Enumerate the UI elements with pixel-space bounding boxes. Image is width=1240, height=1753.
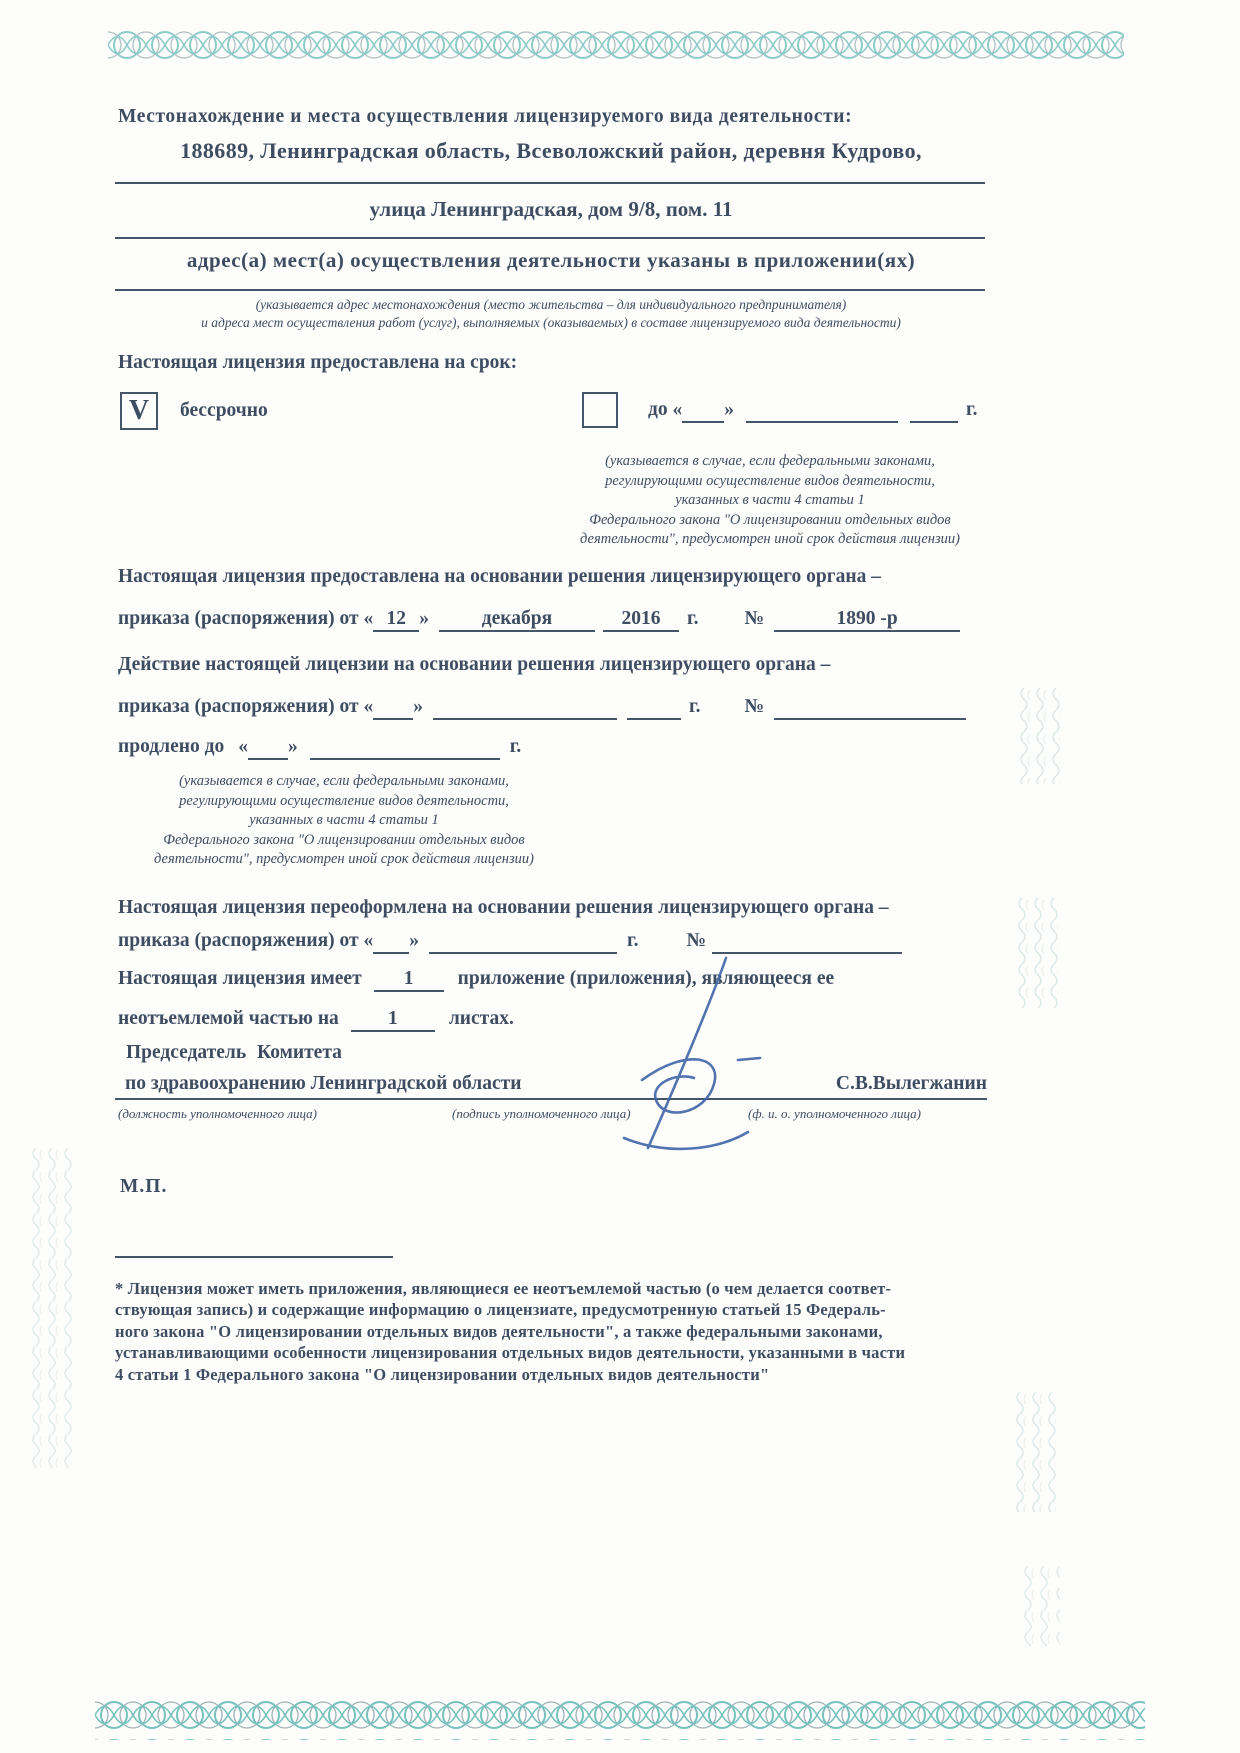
reissued-order-row	[118, 930, 902, 954]
action-note-line: деятельности", предусмотрен иной срок действия лицензии)	[154, 851, 534, 867]
action-year-blank	[627, 696, 681, 720]
reissued-heading: Настоящая лицензия переоформлена на основании решения лицензирующего органа –	[118, 897, 889, 918]
stamp-place-label: М.П.	[120, 1176, 168, 1197]
address-line-2: улица Ленинградская, дом 9/8, пом. 11	[369, 197, 733, 221]
footnote-block	[115, 1278, 1005, 1385]
footnote-line: ствующая запись) и содержащие информацию о лицензиате, предусмотренную статьей 15 Федераль-	[115, 1300, 886, 1320]
reissued-day-blank	[373, 930, 409, 954]
granted-order-label: приказа (распоряжения) от «	[118, 608, 374, 629]
term-note-line: деятельности", предусмотрен иной срок действия лицензии)	[580, 531, 960, 547]
until-month-blank	[746, 399, 898, 423]
until-close-quote: »	[724, 399, 734, 420]
action-note-block	[120, 772, 568, 870]
signer-position-line-1: Председатель Комитета	[126, 1042, 342, 1063]
reissued-close-quote: »	[409, 930, 419, 951]
until-checkbox	[582, 392, 618, 428]
caption-name: (ф. и. о. уполномоченного лица)	[748, 1106, 921, 1121]
prolonged-year-suffix: г.	[509, 736, 522, 757]
watermark-pattern	[1020, 1566, 1060, 1646]
granted-number-sign: №	[744, 608, 765, 629]
footnote-line: ного закона "О лицензировании отдельных видов деятельности", а также федеральными законами,	[115, 1321, 883, 1341]
action-month-blank	[433, 696, 617, 720]
watermark-pattern	[1016, 688, 1060, 784]
term-note-line: указанных в части 4 статьи 1	[675, 492, 865, 508]
granted-day-field: 12	[373, 608, 419, 632]
action-note-line: регулирующими осуществление видов деятельности,	[179, 792, 509, 809]
attachments-sheets-suffix: листах.	[448, 1008, 514, 1029]
action-close-quote: »	[413, 696, 423, 717]
granted-heading: Настоящая лицензия предоставлена на основании решения лицензирующего органа –	[118, 566, 881, 587]
attachments-count-field: 1	[374, 968, 444, 992]
action-year-suffix: г.	[688, 696, 701, 717]
perpetual-checkbox	[120, 392, 158, 430]
signature-line	[115, 1068, 987, 1100]
footnote-divider	[115, 1256, 393, 1258]
granted-order-row	[118, 608, 960, 632]
reissued-number-blank	[712, 930, 902, 954]
reissued-order-label: приказа (распоряжения) от «	[118, 930, 374, 951]
guilloche-bottom-border	[95, 1696, 1145, 1740]
reissued-date-blank	[429, 930, 617, 954]
location-heading: Местонахождение и места осуществления лицензируемого вида деятельности:	[118, 106, 853, 127]
attachments-sheets-field: 1	[351, 1008, 435, 1032]
prolonged-date-blank	[310, 736, 500, 760]
action-note-line: указанных в части 4 статьи 1	[249, 812, 439, 828]
prolonged-open-quote: «	[238, 736, 248, 757]
footnote-line: * Лицензия может иметь приложения, являющиеся ее неотъемлемой частью (о чем делается соответ-	[115, 1279, 892, 1298]
action-heading: Действие настоящей лицензии на основании решения лицензирующего органа –	[118, 654, 831, 675]
prolonged-close-quote: »	[287, 736, 298, 757]
signer-position-line-2: по здравоохранению Ленинградской области	[125, 1073, 522, 1094]
action-order-row	[118, 696, 966, 720]
signature-ink	[598, 952, 828, 1167]
granted-number-field: 1890 -р	[774, 608, 960, 632]
watermark-pattern	[28, 1148, 72, 1468]
watermark-pattern	[1012, 1392, 1056, 1512]
term-heading: Настоящая лицензия предоставлена на срок:	[118, 352, 518, 373]
granted-close-quote: »	[419, 608, 429, 629]
caption-signature: (подпись уполномоченного лица)	[452, 1106, 631, 1121]
footnote-line: 4 статьи 1 Федерального закона "О лицензировании отдельных видов деятельности"	[115, 1364, 770, 1384]
checkbox-v-mark: V	[128, 395, 150, 426]
address-line-1: 188689, Ленинградская область, Всеволожский район, деревня Кудрово,	[180, 138, 922, 163]
footnote-line: устанавливающими особенности лицензирования отдельных видов деятельности, указанными в части	[115, 1343, 906, 1363]
divider-line	[115, 237, 985, 239]
signer-name: С.В.Вылегжанин	[835, 1073, 987, 1094]
watermark-pattern	[1014, 898, 1058, 1008]
divider-line	[115, 289, 985, 291]
until-year-suffix: г.	[966, 399, 978, 420]
prolonged-day-blank	[248, 736, 288, 760]
action-order-label: приказа (распоряжения) от «	[118, 696, 374, 717]
perpetual-label: бессрочно	[180, 400, 268, 421]
action-number-blank	[774, 696, 966, 720]
until-year-blank	[910, 399, 958, 423]
prolonged-label: продлено до	[118, 736, 225, 757]
attachments-row-2	[118, 1008, 514, 1032]
attachments-has-label: Настоящая лицензия имеет	[118, 968, 362, 989]
divider-line	[115, 182, 985, 184]
action-day-blank	[373, 696, 413, 720]
term-note-line: (указывается в случае, если федеральными законами,	[605, 453, 935, 469]
address-line-3: адрес(а) мест(а) осуществления деятельности указаны в приложении(ях)	[186, 248, 916, 272]
term-note-line: Федерального закона "О лицензировании отдельных видов	[589, 511, 951, 528]
action-note-line: (указывается в случае, если федеральными законами,	[179, 773, 509, 789]
granted-year-field: 2016	[603, 608, 679, 632]
action-number-sign: №	[744, 696, 765, 717]
until-day-blank	[682, 399, 724, 423]
term-note-line: регулирующими осуществление видов деятельности,	[605, 472, 935, 489]
address-note-line-2: и адреса мест осуществления работ (услуг), выполняемых (оказываемых) в составе лицензируемого вида деятельности)	[201, 315, 901, 330]
reissued-year-suffix: г.	[626, 930, 639, 951]
caption-position: (должность уполномоченного лица)	[118, 1106, 317, 1121]
until-label: до «	[648, 399, 683, 420]
attachments-part-label: неотъемлемой частью на	[118, 1008, 339, 1029]
term-note-block	[552, 452, 988, 550]
reissued-number-sign: №	[686, 930, 707, 951]
prolonged-row	[118, 736, 521, 760]
guilloche-top-border	[108, 26, 1124, 64]
granted-month-field: декабря	[439, 608, 595, 632]
granted-year-suffix: г.	[686, 608, 699, 629]
address-note-line-1: (указывается адрес местонахождения (место жительства – для индивидуального предпринимателя)	[255, 297, 847, 312]
attachments-has-suffix: приложение (приложения), являющееся ее	[457, 968, 835, 989]
action-note-line: Федерального закона "О лицензировании отдельных видов	[163, 831, 525, 848]
